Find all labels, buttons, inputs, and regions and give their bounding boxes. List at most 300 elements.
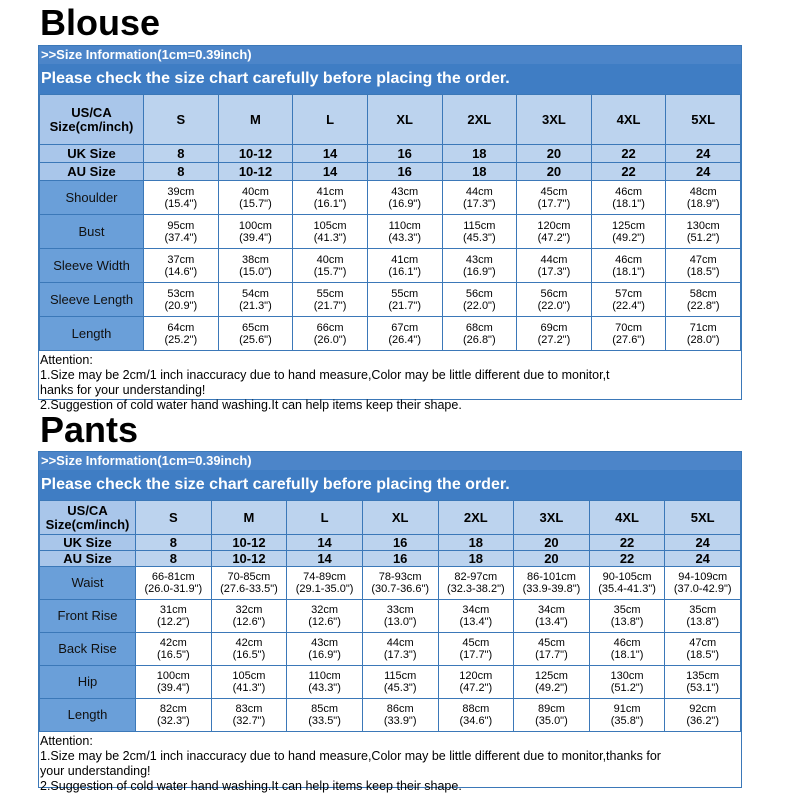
measurement-label: Length — [40, 317, 144, 351]
measurement-cell — [438, 666, 514, 699]
measurement-cm: 135cm — [686, 670, 720, 682]
measurement-cm: 48cm — [689, 185, 717, 198]
uk-size-cell: 10-12 — [218, 145, 293, 163]
measurement-cell — [211, 600, 287, 633]
measurement-cm: 120cm — [537, 219, 571, 232]
measurement-cm: 44cm — [465, 185, 493, 198]
size-cell: 4XL — [591, 95, 666, 145]
measurement-cm: 41cm — [391, 253, 419, 266]
measurement-inch: (21.3") — [239, 299, 272, 312]
au-size-cell: 18 — [438, 551, 514, 567]
measurement-cm: 46cm — [615, 253, 643, 266]
pants-size-info: >>Size Information(1cm=0.39inch) — [39, 452, 741, 470]
measurement-inch: (51.2") — [686, 231, 720, 244]
measurement-cm: 110cm — [388, 219, 421, 232]
measurement-inch: (16.9") — [308, 649, 341, 661]
uk-size-cell: 22 — [591, 145, 666, 163]
measurement-cell — [438, 633, 514, 666]
measurement-row — [40, 317, 741, 351]
measurement-cell — [367, 317, 442, 351]
measurement-cm: 130cm — [686, 219, 720, 232]
measurement-cm: 34cm — [462, 604, 490, 616]
measurement-cell — [211, 666, 287, 699]
au-size-row — [40, 551, 741, 567]
measurement-cell — [665, 600, 741, 633]
measurement-cm: 78-93cm — [378, 571, 422, 583]
blouse-size-info: >>Size Information(1cm=0.39inch) — [39, 46, 741, 64]
measurement-inch: (28.0") — [686, 333, 720, 346]
measurement-cell — [293, 317, 368, 351]
measurement-cm: 105cm — [232, 670, 266, 682]
measurement-row — [40, 249, 741, 283]
measurement-cell — [136, 699, 212, 732]
measurement-inch: (21.7") — [313, 299, 347, 312]
measurement-inch: (32.3") — [156, 715, 190, 727]
measurement-cm: 85cm — [311, 703, 339, 715]
measurement-inch: (27.2") — [537, 333, 571, 346]
size-label-cell — [40, 501, 136, 535]
measurement-cm: 130cm — [610, 670, 644, 682]
measurement-cell — [442, 317, 517, 351]
measurement-cm: 43cm — [391, 185, 419, 198]
measurement-cm: 56cm — [465, 287, 493, 300]
size-cell: S — [136, 501, 212, 535]
measurement-cm: 74-89cm — [303, 571, 346, 583]
size-cell: 2XL — [438, 501, 514, 535]
measurement-inch: (26.0") — [313, 333, 347, 346]
measurement-cell — [211, 633, 287, 666]
measurement-cell — [591, 181, 666, 215]
measurement-inch: (33.9") — [383, 715, 417, 727]
note-line: 2.Suggestion of cold water hand washing.It can help items keep their shape. — [40, 398, 462, 412]
measurement-inch: (17.3") — [537, 265, 571, 278]
measurement-cell — [666, 181, 741, 215]
measurement-cm: 53cm — [167, 287, 195, 300]
measurement-cell — [293, 249, 368, 283]
measurement-cm: 45cm — [540, 185, 568, 198]
size-cell: 5XL — [666, 95, 741, 145]
uk-size-cell: 18 — [442, 145, 517, 163]
measurement-inch: (18.5") — [686, 265, 720, 278]
measurement-inch: (49.2") — [612, 231, 645, 244]
measurement-cm: 39cm — [167, 185, 195, 198]
measurement-inch: (35.8") — [610, 715, 644, 727]
size-cell: M — [211, 501, 287, 535]
measurement-cell — [442, 181, 517, 215]
measurement-inch: (16.9") — [462, 265, 496, 278]
measurement-cm: 38cm — [241, 253, 269, 266]
measurement-cm: 40cm — [316, 253, 344, 266]
measurement-cm: 94-109cm — [678, 571, 728, 583]
measurement-inch: (43.3") — [308, 682, 341, 694]
au-size-cell: 24 — [666, 163, 741, 181]
au-size-cell: 10-12 — [211, 551, 287, 567]
measurement-inch: (13.0") — [383, 616, 417, 628]
pants-size-chart — [38, 451, 742, 793]
size-label-line: US/CA — [71, 104, 112, 120]
blouse-notes — [39, 351, 741, 415]
measurement-cm: 115cm — [463, 219, 496, 232]
measurement-label: Shoulder — [40, 181, 144, 215]
measurement-inch: (33.9-39.8") — [522, 583, 581, 595]
measurement-cell — [293, 215, 368, 249]
note-line: 1.Size may be 2cm/1 inch inaccuracy due to hand measure,Color may be little different due to monitor,thanks for — [40, 749, 661, 763]
measurement-row — [40, 283, 741, 317]
au-size-cell: 24 — [665, 551, 741, 567]
measurement-cm: 41cm — [316, 185, 344, 198]
size-cell: 3XL — [514, 501, 590, 535]
measurement-inch: (15.4") — [164, 197, 198, 210]
size-cell: L — [287, 501, 363, 535]
measurement-inch: (39.4") — [156, 682, 190, 694]
measurement-cell — [287, 567, 363, 600]
measurement-cell — [362, 699, 438, 732]
measurement-cm: 120cm — [459, 670, 493, 682]
measurement-label: Length — [40, 699, 136, 732]
measurement-cm: 82-97cm — [454, 571, 498, 583]
measurement-cm: 90-105cm — [602, 571, 652, 583]
measurement-cm: 69cm — [540, 321, 568, 334]
measurement-cm: 68cm — [465, 321, 493, 334]
measurement-cm: 55cm — [316, 287, 344, 300]
measurement-cell — [367, 215, 442, 249]
measurement-cm: 35cm — [613, 604, 641, 616]
measurement-label: Sleeve Width — [40, 249, 144, 283]
measurement-cell — [589, 633, 665, 666]
measurement-inch: (16.1") — [313, 197, 347, 210]
measurement-cell — [362, 666, 438, 699]
measurement-inch: (21.7") — [388, 299, 421, 312]
size-label-line: US/CA — [67, 502, 108, 518]
measurement-inch: (41.3") — [313, 231, 347, 244]
measurement-inch: (18.1") — [612, 265, 645, 278]
measurement-cell — [517, 215, 592, 249]
measurement-cell — [218, 317, 293, 351]
measurement-inch: (16.1") — [388, 265, 421, 278]
measurement-cell — [144, 283, 219, 317]
measurement-inch: (18.9") — [686, 197, 720, 210]
measurement-inch: (15.7") — [313, 265, 347, 278]
measurement-cell — [517, 181, 592, 215]
measurement-cell — [136, 567, 212, 600]
measurement-inch: (18.1") — [612, 197, 645, 210]
measurement-cm: 43cm — [311, 637, 339, 649]
measurement-cm: 40cm — [241, 185, 269, 198]
measurement-cell — [211, 699, 287, 732]
measurement-cell — [666, 317, 741, 351]
measurement-cm: 55cm — [391, 287, 419, 300]
pants-title: Pants — [40, 409, 139, 450]
measurement-inch: (12.6") — [232, 616, 266, 628]
size-cell: 5XL — [665, 501, 741, 535]
size-cell: L — [293, 95, 368, 145]
measurement-cell — [287, 600, 363, 633]
measurement-inch: (47.2") — [537, 231, 571, 244]
measurement-inch: (37.0-42.9") — [673, 583, 732, 595]
size-label-line: Size(cm/inch) — [45, 516, 130, 532]
measurement-inch: (14.6") — [164, 265, 198, 278]
blouse-title: Blouse — [40, 2, 161, 43]
uk-size-cell: 20 — [514, 535, 590, 551]
uk-size-cell: 24 — [666, 145, 741, 163]
measurement-inch: (35.0") — [535, 715, 568, 727]
note-line: hanks for your understanding! — [40, 383, 206, 397]
measurement-cell — [438, 600, 514, 633]
measurement-row — [40, 181, 741, 215]
measurement-cm: 45cm — [462, 637, 490, 649]
measurement-cm: 92cm — [689, 703, 717, 715]
measurement-cm: 57cm — [615, 287, 643, 300]
measurement-inch: (17.3") — [383, 649, 417, 661]
measurement-inch: (43.3") — [388, 231, 421, 244]
note-line: your understanding! — [40, 764, 151, 778]
measurement-cell — [514, 600, 590, 633]
au-size-cell: 20 — [517, 163, 592, 181]
measurement-inch: (27.6") — [612, 333, 645, 346]
measurement-cm: 37cm — [167, 253, 195, 266]
measurement-inch: (18.1") — [610, 649, 644, 661]
size-cell: XL — [367, 95, 442, 145]
measurement-inch: (22.4") — [612, 299, 645, 312]
measurement-cell — [517, 283, 592, 317]
au-size-cell: 22 — [591, 163, 666, 181]
measurement-cell — [665, 666, 741, 699]
measurement-cell — [136, 600, 212, 633]
measurement-cell — [211, 567, 287, 600]
measurement-cell — [144, 215, 219, 249]
measurement-inch: (26.8") — [462, 333, 496, 346]
measurement-cm: 66-81cm — [151, 571, 195, 583]
pants-banner — [39, 452, 741, 500]
measurement-cm: 110cm — [308, 670, 341, 682]
au-size-cell: 8 — [136, 551, 212, 567]
measurement-inch: (51.2") — [610, 682, 644, 694]
au-size-cell: 20 — [514, 551, 590, 567]
measurement-inch: (20.9") — [164, 299, 198, 312]
au-size-cell: 10-12 — [218, 163, 293, 181]
measurement-label: Back Rise — [40, 633, 136, 666]
size-header-row — [40, 501, 741, 535]
size-cell: S — [144, 95, 219, 145]
measurement-cm: 88cm — [462, 703, 490, 715]
au-size-cell: 16 — [362, 551, 438, 567]
measurement-inch: (17.7") — [537, 197, 571, 210]
measurement-cell — [591, 317, 666, 351]
uk-size-cell: 14 — [293, 145, 368, 163]
measurement-inch: (29.1-35.0") — [295, 583, 354, 595]
measurement-inch: (13.8") — [686, 616, 719, 628]
measurement-inch: (13.4") — [459, 616, 493, 628]
au-size-cell: 16 — [367, 163, 442, 181]
au-size-cell: 8 — [144, 163, 219, 181]
measurement-cell — [293, 181, 368, 215]
measurement-cm: 44cm — [386, 637, 414, 649]
size-cell: 3XL — [517, 95, 592, 145]
measurement-cell — [665, 633, 741, 666]
measurement-cm: 45cm — [537, 637, 565, 649]
measurement-cm: 56cm — [540, 287, 568, 300]
measurement-cm: 35cm — [689, 604, 717, 616]
measurement-cell — [514, 567, 590, 600]
measurement-inch: (22.0") — [462, 299, 496, 312]
measurement-cell — [144, 181, 219, 215]
measurement-cm: 64cm — [167, 321, 195, 334]
measurement-inch: (15.7") — [239, 197, 272, 210]
measurement-cm: 47cm — [689, 637, 717, 649]
measurement-cell — [591, 215, 666, 249]
note-line: Attention: — [40, 353, 93, 367]
measurement-inch: (22.8") — [686, 299, 720, 312]
uk-size-cell: 8 — [136, 535, 212, 551]
au-size-cell: 14 — [293, 163, 368, 181]
measurement-cm: 100cm — [156, 670, 190, 682]
measurement-inch: (13.8") — [610, 616, 644, 628]
measurement-cell — [665, 567, 741, 600]
measurement-inch: (26.4") — [388, 333, 421, 346]
measurement-cm: 32cm — [311, 604, 339, 616]
au-size-row — [40, 163, 741, 181]
measurement-label: Hip — [40, 666, 136, 699]
measurement-inch: (13.4") — [535, 616, 568, 628]
measurement-cell — [666, 215, 741, 249]
measurement-cm: 115cm — [384, 670, 417, 682]
uk-size-cell: 14 — [287, 535, 363, 551]
measurement-inch: (17.3") — [462, 197, 496, 210]
measurement-cell — [293, 283, 368, 317]
measurement-cm: 67cm — [391, 321, 419, 334]
uk-size-cell: 22 — [589, 535, 665, 551]
measurement-cell — [218, 283, 293, 317]
uk-size-cell: 16 — [362, 535, 438, 551]
measurement-cell — [517, 317, 592, 351]
measurement-cell — [666, 249, 741, 283]
measurement-cell — [589, 666, 665, 699]
measurement-inch: (41.3") — [232, 682, 266, 694]
measurement-inch: (49.2") — [535, 682, 568, 694]
measurement-cell — [438, 699, 514, 732]
measurement-cell — [442, 215, 517, 249]
measurement-cm: 105cm — [313, 219, 347, 232]
uk-size-cell: 10-12 — [211, 535, 287, 551]
measurement-inch: (45.3") — [383, 682, 417, 694]
note-line: Attention: — [40, 734, 93, 748]
measurement-inch: (17.7") — [459, 649, 493, 661]
uk-size-cell: 20 — [517, 145, 592, 163]
measurement-cell — [589, 567, 665, 600]
measurement-cm: 31cm — [159, 604, 187, 616]
blouse-size-chart — [38, 45, 742, 412]
blouse-table — [39, 94, 741, 351]
au-size-cell: 22 — [589, 551, 665, 567]
measurement-cell — [591, 249, 666, 283]
measurement-cm: 44cm — [540, 253, 568, 266]
measurement-cm: 32cm — [235, 604, 263, 616]
measurement-cm: 34cm — [537, 604, 565, 616]
measurement-inch: (45.3") — [462, 231, 496, 244]
measurement-cm: 83cm — [235, 703, 263, 715]
measurement-inch: (25.2") — [164, 333, 198, 346]
measurement-cm: 86cm — [386, 703, 414, 715]
uk-size-cell: 18 — [438, 535, 514, 551]
measurement-label: Sleeve Length — [40, 283, 144, 317]
measurement-cm: 42cm — [159, 637, 187, 649]
measurement-cell — [144, 249, 219, 283]
measurement-cell — [589, 600, 665, 633]
measurement-inch: (53.1") — [686, 682, 719, 694]
measurement-row — [40, 699, 741, 732]
measurement-inch: (12.6") — [308, 616, 341, 628]
measurement-cell — [514, 699, 590, 732]
measurement-inch: (37.4") — [164, 231, 198, 244]
measurement-cm: 125cm — [534, 670, 568, 682]
measurement-cm: 42cm — [235, 637, 263, 649]
measurement-cm: 82cm — [159, 703, 187, 715]
measurement-cell — [517, 249, 592, 283]
measurement-cell — [136, 633, 212, 666]
measurement-inch: (22.0") — [537, 299, 571, 312]
pants-notes — [39, 732, 741, 796]
measurement-cm: 86-101cm — [526, 571, 576, 583]
measurement-cell — [362, 633, 438, 666]
measurement-cm: 125cm — [612, 219, 646, 232]
measurement-cell — [442, 249, 517, 283]
measurement-cell — [218, 181, 293, 215]
measurement-label: Front Rise — [40, 600, 136, 633]
measurement-inch: (26.0-31.9") — [144, 583, 203, 595]
uk-size-cell: 8 — [144, 145, 219, 163]
measurement-cm: 43cm — [465, 253, 493, 266]
measurement-cell — [589, 699, 665, 732]
measurement-cm: 100cm — [238, 219, 272, 232]
measurement-cm: 71cm — [689, 321, 717, 334]
measurement-inch: (36.2") — [686, 715, 719, 727]
measurement-inch: (25.6") — [239, 333, 272, 346]
measurement-cm: 54cm — [241, 287, 269, 300]
measurement-cell — [666, 283, 741, 317]
measurement-cell — [287, 633, 363, 666]
measurement-inch: (34.6") — [459, 715, 493, 727]
size-label-cell — [40, 95, 144, 145]
measurement-inch: (15.0") — [239, 265, 272, 278]
uk-size-cell: 24 — [665, 535, 741, 551]
au-size-cell: 14 — [287, 551, 363, 567]
measurement-cm: 70cm — [615, 321, 643, 334]
measurement-cell — [367, 181, 442, 215]
size-cell: XL — [362, 501, 438, 535]
measurement-cell — [287, 666, 363, 699]
measurement-inch: (47.2") — [459, 682, 493, 694]
measurement-inch: (17.7") — [535, 649, 568, 661]
note-line: 2.Suggestion of cold water hand washing.It can help items keep their shape. — [40, 779, 462, 793]
measurement-cell — [514, 633, 590, 666]
measurement-cell — [442, 283, 517, 317]
uk-size-label: UK Size — [40, 535, 136, 551]
measurement-label: Bust — [40, 215, 144, 249]
uk-size-cell: 16 — [367, 145, 442, 163]
measurement-row — [40, 567, 741, 600]
size-cell: 2XL — [442, 95, 517, 145]
uk-size-label: UK Size — [40, 145, 144, 163]
measurement-inch: (32.3-38.2") — [446, 583, 505, 595]
measurement-row — [40, 215, 741, 249]
size-cell: 4XL — [589, 501, 665, 535]
pants-check-notice: Please check the size chart carefully before placing the order. — [41, 476, 510, 493]
measurement-cell — [218, 215, 293, 249]
measurement-cm: 66cm — [316, 321, 344, 334]
measurement-row — [40, 600, 741, 633]
measurement-cm: 89cm — [537, 703, 565, 715]
measurement-cell — [144, 317, 219, 351]
